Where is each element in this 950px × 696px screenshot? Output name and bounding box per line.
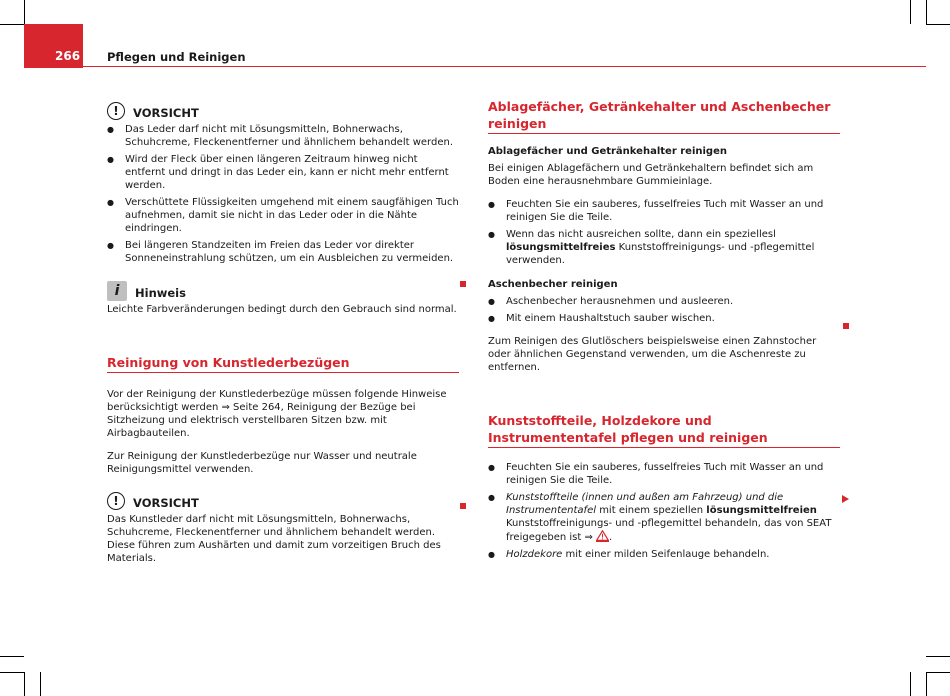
crop-mark (926, 24, 950, 25)
list-item (488, 491, 840, 544)
note-text: Leichte Farbveränderungen bedingt durch den Gebrauch sind normal. (107, 304, 457, 315)
crop-mark (0, 24, 24, 25)
page-number: 266 (55, 49, 81, 63)
list-item-text: mit einem speziellen (596, 505, 707, 516)
list-item: ● Wird der Fleck über einen längeren Zeitraum hinweg nicht entfernt und dringt in das Leder ein, kann er nicht mehr entfernt werden. (107, 153, 459, 192)
list-item: ● Mit einem Haushaltstuch sauber wischen. (488, 312, 840, 325)
list-item: ● Das Leder darf nicht mit Lösungsmitteln, Bohnerwachs, Schuhcreme, Fleckenentferner und ähnlichem behandelt werden. (107, 123, 459, 149)
crop-mark (24, 672, 25, 696)
crop-mark (0, 656, 24, 657)
crop-mark (926, 0, 927, 24)
page-number-badge (24, 24, 83, 68)
list-item-text: mit einer milden Seifenlauge behandeln. (562, 549, 770, 560)
list-item-text: Kunststoffreinigungs- und -pflegemittel verwenden. (506, 242, 815, 266)
chapter-title: Pflegen und Reinigen (107, 50, 246, 64)
note-label: Hinweis (135, 286, 186, 300)
right-column (488, 98, 840, 561)
end-of-section-marker (843, 323, 849, 329)
warning-triangle-icon[interactable] (596, 530, 609, 542)
crop-mark (910, 0, 911, 24)
caution-label: VORSICHT (133, 106, 199, 120)
emphasis-text: lösungsmittelfreies (506, 242, 616, 253)
caution-heading (107, 492, 459, 510)
caution-text: Das Kunstleder darf nicht mit Lösungsmitteln, Bohnerwachs, Schuhcreme, Fleckenentferner und ähnlichem behandelt werden. Diese führen zum Aushärten und damit zum vorzeitigen Bruch des Materials. (107, 514, 441, 564)
section-title: Kunststoffteile, Holzdekore und Instrumententafel pflegen und reinigen (488, 412, 840, 448)
subsection-title: Aschenbecher reinigen (488, 279, 618, 290)
subsection-title: Ablagefächer und Getränkehalter reinigen (488, 146, 727, 157)
list-item-text: Wenn das nicht ausreichen sollte, dann ein speziellesl (506, 229, 776, 240)
section-paragraph: Bei einigen Ablagefächern und Getränkehaltern befindet sich am Boden eine herausnehmbare Gummieinlage. (488, 163, 814, 187)
list-item: ● Feuchten Sie ein sauberes, fusselfreies Tuch mit Wasser an und reinigen Sie die Teile. (488, 198, 840, 224)
caution-heading (107, 102, 459, 120)
crop-mark (24, 0, 25, 24)
crop-mark (926, 672, 950, 673)
section-paragraph: Zur Reinigung der Kunstlederbezüge nur Wasser und neutrale Reinigungsmittel verwenden. (107, 451, 417, 475)
list-item: ● Feuchten Sie ein sauberes, fusselfreies Tuch mit Wasser an und reinigen Sie die Teile. (488, 461, 840, 487)
caution-label: VORSICHT (133, 496, 199, 510)
left-column (107, 98, 459, 565)
note-heading (107, 281, 459, 301)
warning-exclamation-icon: ! (107, 492, 125, 510)
list-item: ● Bei längeren Standzeiten im Freien das Leder vor direkter Sonneneinstrahlung schützen, um ein Ausbleichen zu vermeiden. (107, 239, 459, 265)
crop-mark (910, 672, 911, 696)
list-item: ● Verschüttete Flüssigkeiten umgehend mit einem saugfähigen Tuch aufnehmen, damit sie nicht in das Leder oder in die Nähte eindringen. (107, 196, 459, 235)
crop-mark (926, 656, 950, 657)
info-icon: i (107, 281, 127, 301)
continue-arrow-icon (842, 495, 849, 503)
list-item (488, 548, 840, 561)
end-of-section-marker (460, 281, 466, 287)
end-of-section-marker (460, 503, 466, 509)
section-paragraph: Zum Reinigen des Glutlöschers beispielsweise einen Zahnstocher oder ähnlichen Gegenstand verwenden, um die Aschenreste zu entfernen. (488, 336, 817, 373)
caution-list (107, 123, 459, 265)
section-title: Reinigung von Kunstlederbezügen (107, 354, 459, 373)
italic-text: Holzdekore (506, 549, 563, 560)
section-paragraph: Vor der Reinigung der Kunstlederbezüge müssen folgende Hinweise berücksichtigt werden ⇒ Seite 264, Reinigung der Bezüge bei Sitzheizung und elektrisch verstellbaren Sitzen bzw. mit Airbagbauteilen. (107, 389, 447, 439)
header-rule (83, 66, 926, 67)
italic-text: Kunststoffteile (innen und außen am Fahrzeug) und die Instrumententafel (506, 492, 784, 516)
list-item-text: Kunststoffreinigungs- und -pflegemittel behandeln, das von SEAT freigegeben ist ⇒ (506, 518, 832, 543)
list-item: ● Aschenbecher herausnehmen und ausleeren. (488, 295, 840, 308)
section-title: Ablagefächer, Getränkehalter und Aschenbecher reinigen (488, 98, 840, 134)
crop-mark (0, 672, 24, 673)
list-item-text: . (609, 532, 613, 543)
crop-mark (926, 672, 927, 696)
warning-exclamation-icon: ! (107, 102, 125, 120)
emphasis-text: lösungsmittelfreien (706, 505, 817, 516)
crop-mark (40, 672, 41, 696)
list-item (488, 228, 840, 267)
